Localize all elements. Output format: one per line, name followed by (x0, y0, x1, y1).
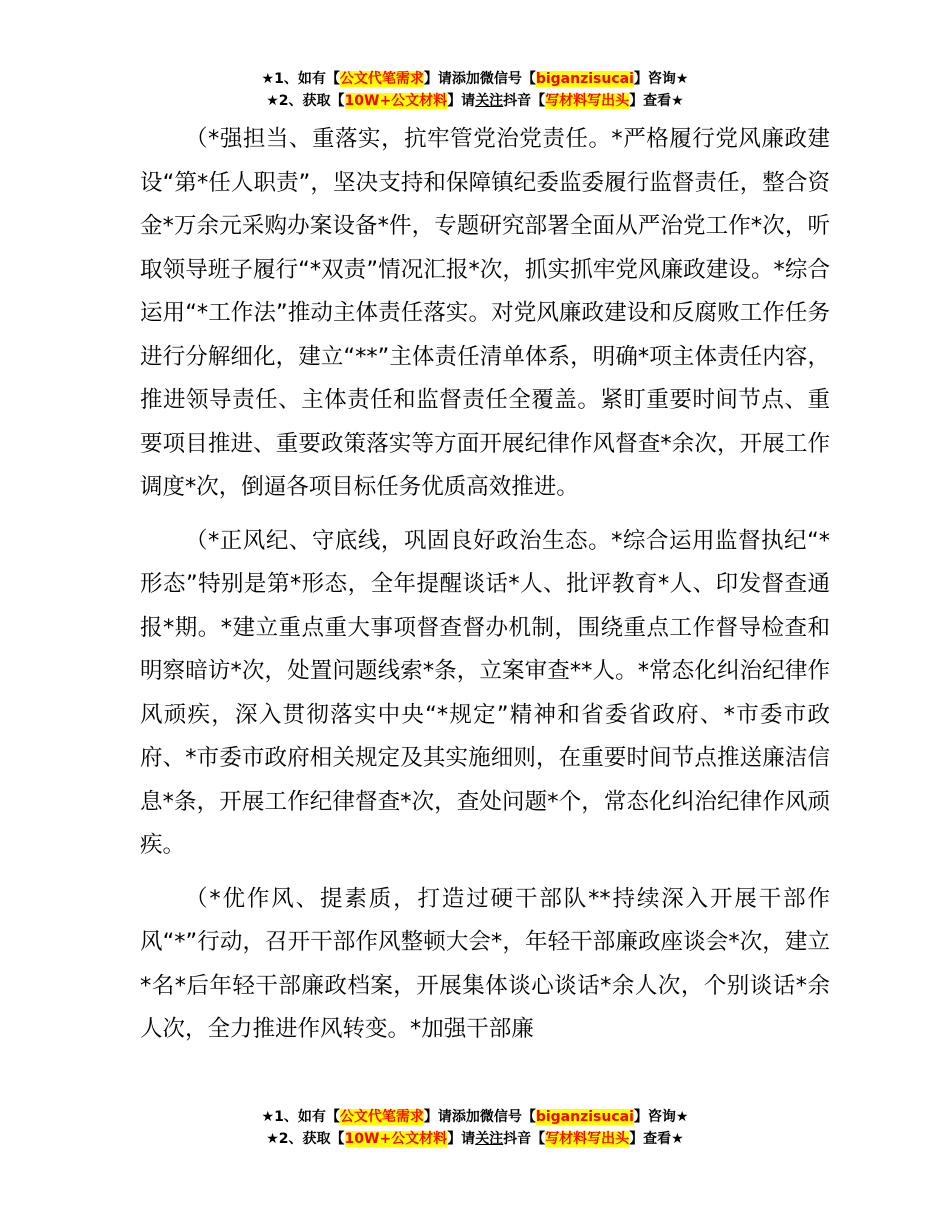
banner-text: 】咨询★ (633, 71, 689, 87)
banner-text: 】请 (447, 93, 476, 109)
ghostwriting-service-highlight: 公文代笔需求 (339, 71, 424, 87)
banner-text: 微信号【 (479, 71, 536, 87)
header-ad-banner (0, 68, 950, 112)
footer-ad-banner (0, 1106, 950, 1150)
banner-text: ★2、获取【 (266, 93, 345, 109)
douyin-account-highlight: 写材料写出头 (545, 1131, 630, 1147)
banner-line-1 (0, 1106, 950, 1128)
banner-text: ★2、获取【 (266, 1131, 345, 1147)
ghostwriting-service-highlight: 公文代笔需求 (339, 1109, 424, 1125)
banner-text: ★1、如有【 (261, 1109, 340, 1125)
paragraph-work-style: （*优作风、提素质，打造过硬干部队**持续深入开展干部作风“*”行动，召开干部作风整顿大会*，年轻干部廉政座谈会*次，建立*名*后年轻干部廉政档案，开展集体谈心谈话*余人次，个别谈话*余人次，全力推进作风转变。*加强干部廉 (140, 885, 830, 1042)
banner-text: 】查看★ (629, 93, 684, 109)
materials-highlight: 10W+公文材料 (344, 1131, 448, 1147)
wechat-id-highlight: biganzisucai (535, 1109, 634, 1125)
banner-line-2 (0, 1128, 950, 1150)
banner-text: 】查看★ (629, 1131, 684, 1147)
banner-text: 】请添加 (423, 71, 480, 87)
banner-text: 】咨询★ (633, 1109, 689, 1125)
wechat-id-highlight: biganzisucai (535, 71, 634, 87)
document-body (140, 118, 830, 1062)
paragraph-responsibility: （*强担当、重落实，抗牢管党治党责任。*严格履行党风廉政建设“第*任人职责”，坚决支持和保障镇纪委监委履行监督责任，整合资金*万余元采购办案设备*件，专题研究部署全面从严治党工作*次，听取领导班子履行“*双责”情况汇报*次，抓实抓牢党风廉政建设。*综合运用“*工作法”推动主体责任落实。对党风廉政建设和反腐败工作任务进行分解细化，建立“**”主体责任清单体系，明确*项主体责任内容，推进领导责任、主体责任和监督责任全覆盖。紧盯重要时间节点、重要项目推进、重要政策落实等方面开展纪律作风督查*余次，开展工作调度*次，倒逼各项目标任务优质高效推进。 (140, 126, 830, 500)
banner-text: ★1、如有【 (261, 71, 340, 87)
banner-text: 】请 (447, 1131, 476, 1147)
banner-text: 抖音【 (503, 1131, 546, 1147)
douyin-account-highlight: 写材料写出头 (545, 93, 630, 109)
follow-underlined: 关注 (475, 93, 504, 109)
paragraph-discipline: （*正风纪、守底线，巩固良好政治生态。*综合运用监督执纪“*形态”特别是第*形态，全年提醒谈话*人、批评教育*人、印发督查通报*期。*建立重点重大事项督查督办机制，围绕重点工作督导检查和明察暗访*次，处置问题线索*条，立案审查**人。*常态化纠治纪律作风顽疾，深入贯彻落实中央“*规定”精神和省委省政府、*市委市政府、*市委市政府相关规定及其实施细则，在重要时间节点推送廉洁信息*条，开展工作纪律督查*次，查处问题*个，常态化纠治纪律作风顽疾。 (140, 527, 830, 858)
follow-underlined: 关注 (475, 1131, 504, 1147)
banner-text: 】请添加 (423, 1109, 480, 1125)
materials-highlight: 10W+公文材料 (344, 93, 448, 109)
banner-line-1 (0, 68, 950, 90)
banner-text: 微信号【 (479, 1109, 536, 1125)
banner-text: 抖音【 (503, 93, 546, 109)
banner-line-2 (0, 90, 950, 112)
